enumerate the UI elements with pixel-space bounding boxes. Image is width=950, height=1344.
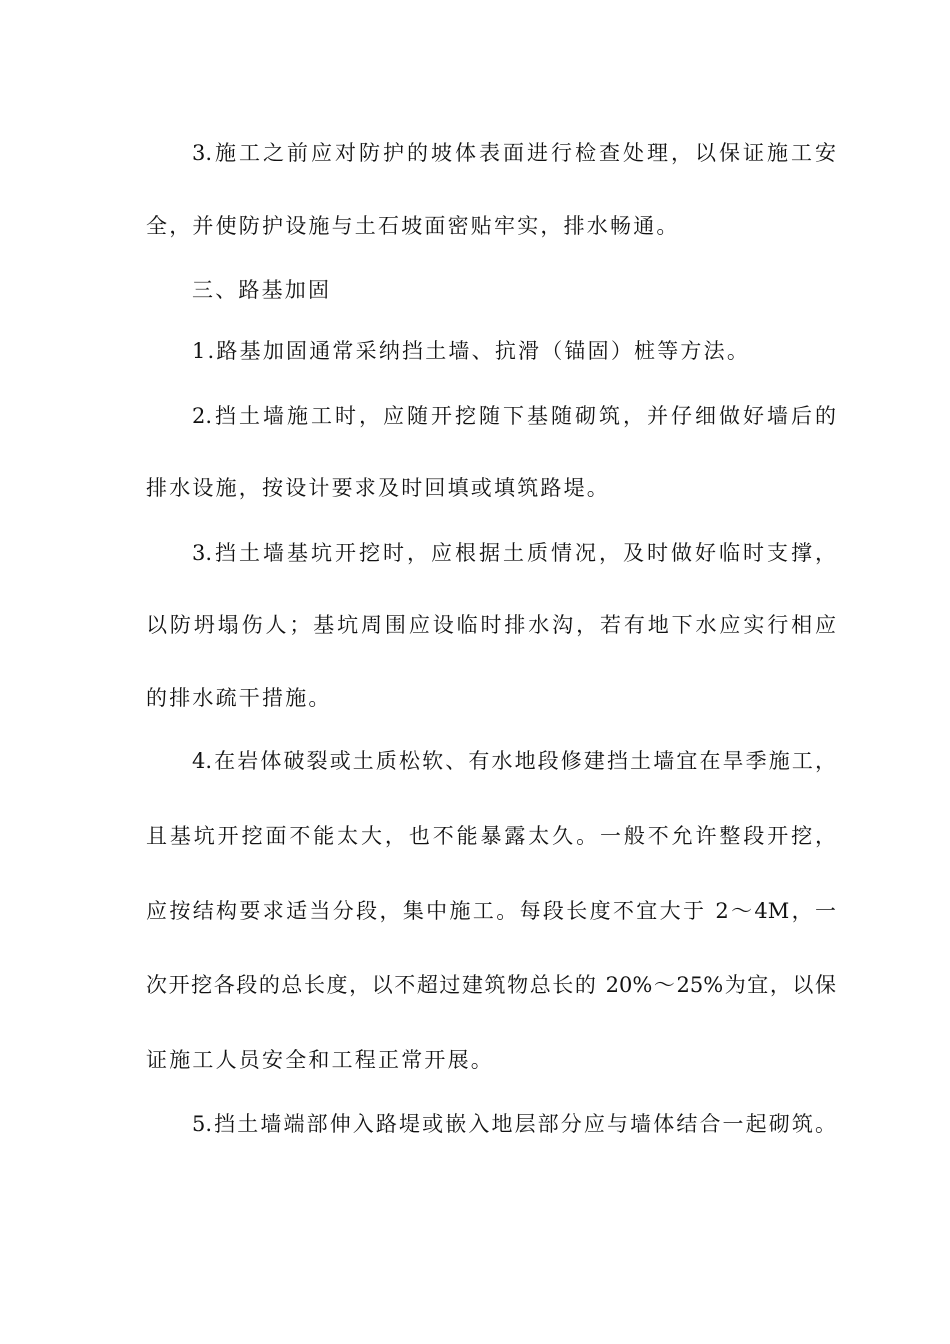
paragraph-line: 以防坍塌伤人；基坑周围应设临时排水沟，若有地下水应实行相应 — [146, 613, 836, 637]
paragraph-line: 5.挡土墙端部伸入路堤或嵌入地层部分应与墙体结合一起砌筑。 — [192, 1112, 836, 1136]
paragraph-line: 证施工人员安全和工程正常开展。 — [146, 1048, 494, 1072]
paragraph-line: 次开挖各段的总长度，以不超过建筑物总长的 20%～25%为宜，以保 — [146, 973, 836, 997]
paragraph-line: 3.施工之前应对防护的坡体表面进行检查处理，以保证施工安 — [192, 141, 836, 165]
paragraph-line: 4.在岩体破裂或土质松软、有水地段修建挡土墙宜在旱季施工， — [192, 749, 836, 773]
paragraph-line: 应按结构要求适当分段，集中施工。每段长度不宜大于 2～4M，一 — [146, 899, 836, 923]
paragraph-line: 1.路基加固通常采纳挡土墙、抗滑（锚固）桩等方法。 — [192, 339, 751, 363]
paragraph-line: 3.挡土墙基坑开挖时，应根据土质情况，及时做好临时支撑， — [192, 541, 836, 565]
paragraph-line: 且基坑开挖面不能太大，也不能暴露太久。一般不允许整段开挖， — [146, 824, 836, 848]
paragraph-line: 排水设施，按设计要求及时回填或填筑路堤。 — [146, 476, 610, 500]
paragraph-line: 2.挡土墙施工时，应随开挖随下基随砌筑，并仔细做好墙后的 — [192, 404, 836, 428]
section-heading: 三、路基加固 — [192, 278, 332, 302]
paragraph-line: 的排水疏干措施。 — [146, 686, 332, 710]
paragraph-line: 全，并使防护设施与土石坡面密贴牢实，排水畅通。 — [146, 214, 680, 238]
